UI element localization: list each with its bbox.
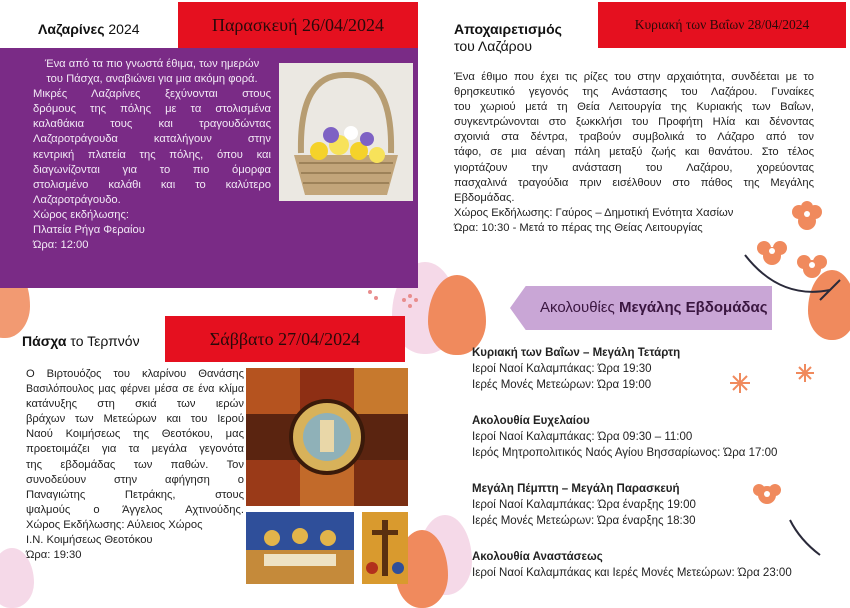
service-heading: Ακολουθία Αναστάσεως: [472, 551, 603, 563]
text-line: καλαθάκια τους και τραγουδώντας: [33, 118, 271, 131]
text-line: Λαζαροτράγουδο.: [33, 193, 121, 206]
text-line: Χώρος Εκδήλωσης: Γαύρος – Δημοτική Ενότητα Χασίων: [454, 206, 734, 219]
text-line: δρόμους της πόλης με τα στολισμένα: [33, 103, 271, 116]
text-line: διαγωνίζονται για το πιο όμορφα: [33, 163, 271, 176]
services-title: Ακολουθίες Μεγάλης Εβδομάδας: [540, 299, 768, 316]
text-line: Ο Βιρτουόζος του κλαρίνου Θανάσης: [26, 368, 244, 380]
service-line: Ιεροί Ναοί Καλαμπάκας και Ιερές Μονές Μετεώρων: Ώρα 23:00: [472, 567, 792, 579]
text-line: της εβδομάδας των παθών. Τον: [26, 458, 244, 471]
text-line: στολισμένο καλάθι και το καλύτερο: [33, 178, 271, 191]
text-line: Ναού Κοιμήσεως της Θεοτόκου, μας: [26, 428, 244, 441]
pascha-text: [26, 367, 244, 563]
lazarines-title: Λαζαρίνες 2024: [38, 21, 140, 37]
event-date: Παρασκευή 26/04/2024: [211, 14, 384, 35]
text-line: συνοδεύουν στην αφήγηση ο: [26, 473, 244, 486]
lazarus-date-tab: [598, 2, 846, 48]
text-line: βράχων των Μετεώρων και του Ιερού: [26, 413, 244, 426]
text-line: πασχαλινά τραγούδια πριν εισέλθουν στο πάθος της Μεγάλης: [454, 176, 814, 189]
text-line: Ένα έθιμο που έχει τις ρίζες του στην αρχαιότητα, συνδέεται με το: [454, 71, 814, 83]
text-line: θρησκευτικό γεγονός της Ανάστασης του Λαζάρου. Γυναίκες: [454, 86, 814, 99]
lazarines-text: [33, 57, 271, 253]
icon-painting-small-1: [246, 512, 354, 584]
star-icon: [730, 373, 750, 393]
service-line: Ιερές Μονές Μετεώρων: Ώρα 19:00: [472, 379, 652, 391]
text-line: του χωριού μετά τη Θεία Λειτουργία της Κυριακής των Βαΐων,: [454, 101, 814, 114]
service-heading: Ακολουθία Ευχελαίου: [472, 415, 590, 427]
lazarines-date-tab: [178, 2, 418, 48]
services-block: [472, 413, 777, 461]
text-line: προετοιμάζει για τα μεγάλα γεγονότα: [26, 443, 244, 456]
dots-decoration: [368, 290, 418, 308]
text-line: Λαζαροτράγουδα καταλήγουν στην: [33, 133, 271, 146]
text-line: Βασιλόπουλος μας φέρνει μέσα σε ένα κλίμα: [26, 383, 244, 396]
service-line: Ιεροί Ναοί Καλαμπάκας: Ώρα έναρξης 19:00: [472, 499, 696, 511]
text-line: κατάνυξης στη σκιά των ιερών: [26, 398, 244, 411]
text-line: Ένα από τα πιο γνωστά έθιμα, των ημερών: [44, 58, 260, 70]
text-line: Χώρος Εκδήλωσης: Αύλειος Χώρος: [26, 518, 203, 531]
lazarus-text: [454, 70, 814, 236]
icon-painting-small-2: [362, 512, 408, 584]
text-line: του Πάσχα, αναβιώνει για μια ακόμη φορά.: [46, 73, 258, 86]
text-line: Ώρα: 12:00: [33, 239, 89, 252]
text-line: σχοινιά στα δέντρα, τραβούν συμβολικά το Λάζαρο από τον: [454, 131, 814, 144]
text-line: Ι.Ν. Κοιμήσεως Θεοτόκου: [26, 534, 153, 547]
service-line: Ιεροί Ναοί Καλαμπάκας: Ώρα 19:30: [472, 363, 652, 375]
text-line: Μικρές Λαζαρίνες ξεχύνονται στους: [33, 88, 271, 101]
star-icon: [796, 364, 814, 382]
service-line: Ιερές Μονές Μετεώρων: Ώρα έναρξης 18:30: [472, 515, 696, 527]
service-heading: Κυριακή των Βαΐων – Μεγάλη Τετάρτη: [472, 347, 681, 359]
services-block: [472, 345, 680, 393]
services-block: [472, 481, 696, 529]
text-line: Πλατεία Ρήγα Φεραίου: [33, 224, 145, 237]
text-line: γιορτάζουν την ανάσταση του Λαζάρου, χορεύοντας: [454, 161, 814, 174]
icon-painting-main: [246, 368, 408, 506]
text-line: συγκεντρώνονται στο ξωκκλήσι του Προφήτη Ηλία και δένοντας: [454, 116, 814, 129]
text-line: τάφο, σε μια αέναη πάλη μεταξύ ζωής και θανάτου. Στο τέλος: [454, 146, 814, 159]
text-line: ψαλμούς ο Άγγελος Αχτινούδης.: [26, 503, 244, 516]
text-line: Ώρα: 10:30 - Μετά το πέρας της Θείας Λειτουργίας: [454, 221, 703, 234]
event-date: Σάββατο 27/04/2024: [209, 328, 361, 349]
lazarus-title: Αποχαιρετισμός του Λαζάρου: [454, 21, 562, 54]
event-date: Κυριακή των Βαΐων 28/04/2024: [634, 17, 810, 32]
pascha-date-tab: [165, 316, 405, 362]
service-line: Ιεροί Ναοί Καλαμπάκας: Ώρα 09:30 – 11:00: [472, 431, 693, 443]
text-line: Παναγιώτης Πετράκης, στους: [26, 488, 244, 501]
text-line: Εβδομάδας.: [454, 191, 515, 204]
services-block: [472, 549, 792, 581]
text-line: κεντρική πλατεία της πόλης, όπου και: [33, 148, 271, 161]
text-line: Ώρα: 19:30: [26, 549, 82, 562]
service-heading: Μεγάλη Πέμπτη – Μεγάλη Παρασκευή: [472, 483, 680, 495]
pascha-title: Πάσχα το Τερπνόν: [22, 333, 140, 349]
basket-photo: [279, 63, 413, 201]
text-line: Χώρος εκδήλωσης:: [33, 208, 129, 221]
service-line: Ιερός Μητροπολιτικός Ναός Αγίου Βησσαρίωνος: Ώρα 17:00: [472, 447, 778, 459]
